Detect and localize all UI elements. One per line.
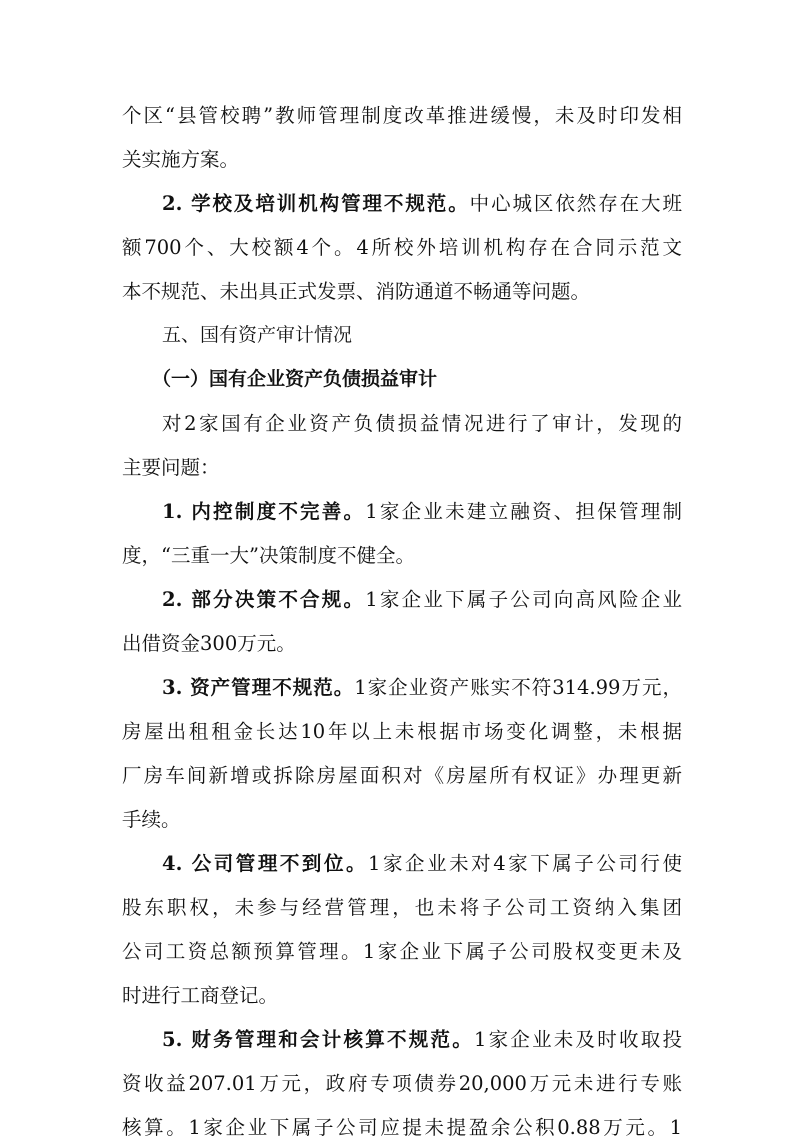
body-line: 本不规范、未出具正式发票、消防通道不畅通等问题。 [122,280,591,303]
body-line: 手续。 [122,808,181,831]
item-heading: 2. 学校及培训机构管理不规范。 [162,192,470,215]
item-heading: 3. 资产管理不规范。 [162,676,355,699]
item-heading: 2. 部分决策不合规。 [162,588,366,611]
body-line: 核算。1家企业下属子公司应提未提盈余公积0.88万元。1 [122,1116,682,1139]
body-line: 关实施方案。 [122,148,240,171]
item-line: 4. 公司管理不到位。1家企业未对4家下属子公司行使 [162,852,682,875]
item-line: 5. 财务管理和会计核算不规范。1家企业未及时收取投 [162,1028,682,1051]
body-line: 对2家国有企业资产负债损益情况进行了审计，发现的 [162,412,682,435]
subsection-heading: （一）国有企业资产负债损益审计 [152,368,438,390]
body-line: 厂房车间新增或拆除房屋面积对《房屋所有权证》办理更新 [122,764,682,787]
body-line: 主要问题： [122,456,220,479]
body-line: 时进行工商登记。 [122,984,279,1007]
item-line: 1. 内控制度不完善。1家企业未建立融资、担保管理制 [162,500,682,523]
body-line: 资收益207.01万元，政府专项债券20,000万元未进行专账 [122,1072,682,1095]
body-line: 公司工资总额预算管理。1家企业下属子公司股权变更未及 [122,940,682,963]
body-line: 个区“县管校聘”教师管理制度改革推进缓慢，未及时印发相 [122,104,682,127]
item-line: 3. 资产管理不规范。1家企业资产账实不符314.99万元， [162,676,682,699]
item-heading: 5. 财务管理和会计核算不规范。 [162,1028,474,1051]
body-line: 出借资金300万元。 [122,632,296,655]
item-line: 2. 部分决策不合规。1家企业下属子公司向高风险企业 [162,588,682,611]
body-line: 股东职权，未参与经营管理，也未将子公司工资纳入集团 [122,896,682,919]
body-line: 度，“三重一大”决策制度不健全。 [122,544,415,567]
item-line: 2. 学校及培训机构管理不规范。中心城区依然存在大班 [162,192,682,215]
body-line: 额700个、大校额4个。4所校外培训机构存在合同示范文 [122,236,682,259]
item-heading: 1. 内控制度不完善。 [162,500,366,523]
body-line: 房屋出租租金长达10年以上未根据市场变化调整，未根据 [122,720,682,743]
section-heading: 五、国有资产审计情况 [162,324,353,346]
item-heading: 4. 公司管理不到位。 [162,852,369,875]
